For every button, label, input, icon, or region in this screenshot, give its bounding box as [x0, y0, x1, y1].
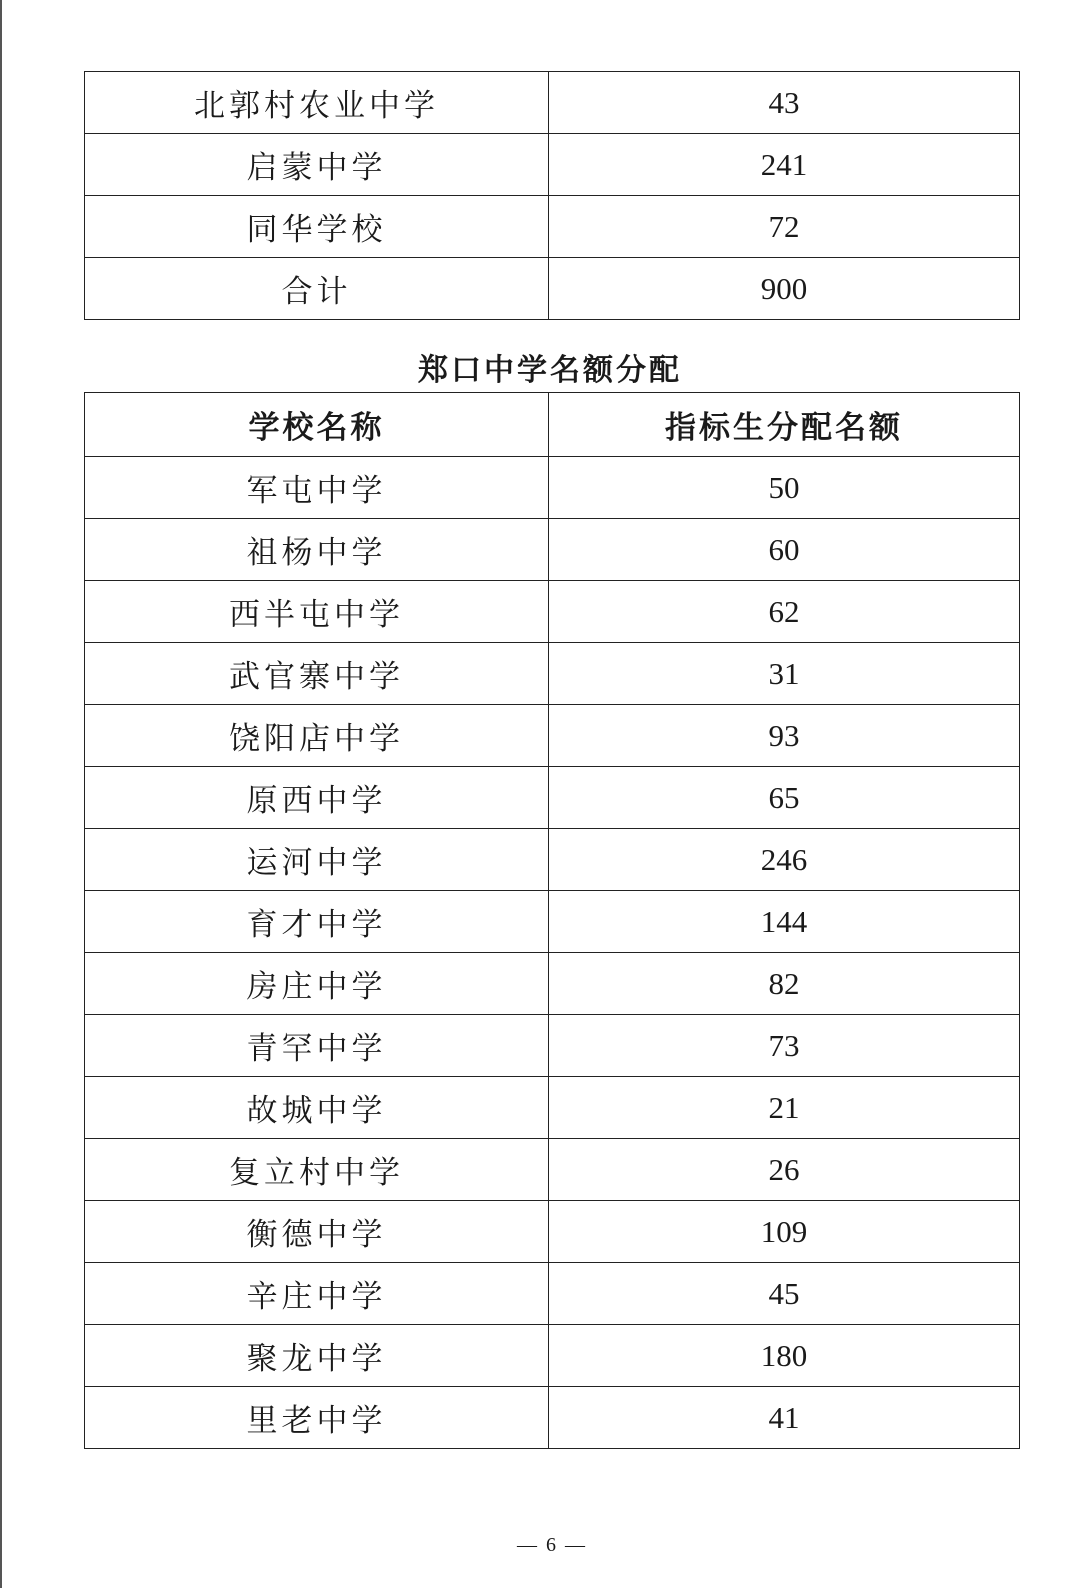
table-row — [85, 1139, 1020, 1201]
quota-cell: 21 — [549, 1077, 1020, 1139]
quota-cell: 45 — [549, 1263, 1020, 1325]
quota-cell: 241 — [549, 134, 1020, 196]
table-row — [85, 457, 1020, 519]
school-name-cell: 启蒙中学 — [85, 134, 549, 196]
quota-cell: 31 — [549, 643, 1020, 705]
quota-cell: 246 — [549, 829, 1020, 891]
table-row — [85, 643, 1020, 705]
table-row — [85, 1201, 1020, 1263]
school-name-cell: 西半屯中学 — [85, 581, 549, 643]
school-name-cell: 祖杨中学 — [85, 519, 549, 581]
quota-cell: 62 — [549, 581, 1020, 643]
school-name-header: 学校名称 — [85, 393, 549, 457]
table-row — [85, 581, 1020, 643]
total-quota-cell: 900 — [549, 258, 1020, 320]
school-name-cell: 原西中学 — [85, 767, 549, 829]
quota-cell: 50 — [549, 457, 1020, 519]
quota-cell: 144 — [549, 891, 1020, 953]
school-name-cell: 运河中学 — [85, 829, 549, 891]
table-row — [85, 1077, 1020, 1139]
quota-cell: 73 — [549, 1015, 1020, 1077]
table-row — [85, 196, 1020, 258]
quota-cell: 82 — [549, 953, 1020, 1015]
quota-cell: 65 — [549, 767, 1020, 829]
quota-cell: 43 — [549, 72, 1020, 134]
page-number: — 6 — — [517, 1534, 587, 1556]
quota-cell: 109 — [549, 1201, 1020, 1263]
school-name-cell: 青罕中学 — [85, 1015, 549, 1077]
school-name-cell: 武官寨中学 — [85, 643, 549, 705]
school-name-cell: 房庄中学 — [85, 953, 549, 1015]
quota-cell: 180 — [549, 1325, 1020, 1387]
section-title: 郑口中学名额分配 — [418, 353, 682, 388]
table-row — [85, 72, 1020, 134]
quota-header: 指标生分配名额 — [549, 393, 1020, 457]
school-name-cell: 同华学校 — [85, 196, 549, 258]
quota-cell: 93 — [549, 705, 1020, 767]
quota-cell: 26 — [549, 1139, 1020, 1201]
quota-cell: 60 — [549, 519, 1020, 581]
school-name-cell: 衡德中学 — [85, 1201, 549, 1263]
table-row — [85, 1263, 1020, 1325]
school-name-cell: 辛庄中学 — [85, 1263, 549, 1325]
table-row — [85, 1015, 1020, 1077]
table-row — [85, 891, 1020, 953]
quota-cell: 41 — [549, 1387, 1020, 1449]
quota-cell: 72 — [549, 196, 1020, 258]
table-row — [85, 829, 1020, 891]
school-name-cell: 里老中学 — [85, 1387, 549, 1449]
table-row — [85, 767, 1020, 829]
zhengkou-quota-table — [84, 392, 1020, 1449]
table-row — [85, 953, 1020, 1015]
continued-quota-table — [84, 71, 1020, 320]
table-row — [85, 705, 1020, 767]
table-header-row — [85, 393, 1020, 457]
school-name-cell: 复立村中学 — [85, 1139, 549, 1201]
school-name-cell: 饶阳店中学 — [85, 705, 549, 767]
school-name-cell: 聚龙中学 — [85, 1325, 549, 1387]
page-left-edge — [0, 0, 2, 1588]
total-row — [85, 258, 1020, 320]
school-name-cell: 故城中学 — [85, 1077, 549, 1139]
table-row — [85, 1325, 1020, 1387]
total-label-cell: 合计 — [85, 258, 549, 320]
school-name-cell: 军屯中学 — [85, 457, 549, 519]
school-name-cell: 育才中学 — [85, 891, 549, 953]
table-row — [85, 519, 1020, 581]
table-row — [85, 1387, 1020, 1449]
school-name-cell: 北郭村农业中学 — [85, 72, 549, 134]
table-row — [85, 134, 1020, 196]
